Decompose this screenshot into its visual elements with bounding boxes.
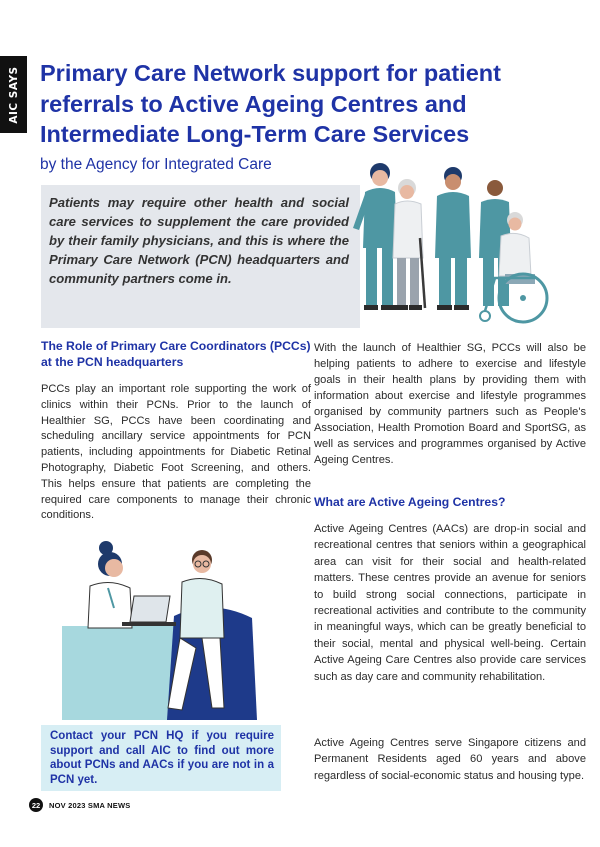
intro-text: Patients may require other health and social care services to supplement the care provided by their family physicians, and this is where the Primary Care Network (PCN) headquarters and community partners come in. xyxy=(49,195,349,286)
elderly-figure-cane xyxy=(393,179,425,310)
issue-label: NOV 2023 SMA NEWS xyxy=(49,800,131,810)
section2-body-1: Active Ageing Centres (AACs) are drop-in social and recreational centres that seniors within a geographical area can visit for their social and health-related matters. These centres provide an avenue for seniors to build strong social connections, participate in recreational activities and contribute to the community in meaningful ways, which can be greatly beneficial to their social, mental and physical well-being. Certain Active Ageing Care Centres also provide care services such as day care and community rehabilitation. xyxy=(314,523,586,683)
consultation-illustration xyxy=(62,538,262,720)
contact-callout xyxy=(41,725,281,791)
article-title: Primary Care Network support for patient referrals to Active Ageing Centres and Intermediate Long-Term Care Services xyxy=(40,60,501,147)
desk-shape xyxy=(62,626,182,720)
right-paragraph-1: With the launch of Healthier SG, PCCs will also be helping patients to adhere to exercise and lifestyle goals in their health plans by providing them with information about exercise and lifestyle programmes organised by community partners such as People's Association, Health Promotion Board and SportSG, as well as services and programmes organised by Active Ageing Centres. xyxy=(314,342,586,466)
section1-heading: The Role of Primary Care Coordinators (PCCs) at the PCN headquarters xyxy=(41,339,311,369)
caregiver-figure-2 xyxy=(435,167,471,310)
section-tab-label: AIC SAYS xyxy=(7,65,20,124)
section-tab xyxy=(0,56,27,133)
intro-callout xyxy=(41,185,360,328)
page-number: 22 xyxy=(29,798,43,812)
caregiver-figure-1 xyxy=(353,163,397,310)
care-team-illustration xyxy=(335,158,555,336)
section2-heading: What are Active Ageing Centres? xyxy=(314,495,506,509)
doctor-figure xyxy=(88,541,132,628)
article-byline: by the Agency for Integrated Care xyxy=(40,156,272,173)
contact-text: Contact your PCN HQ if you require support and call AIC to find out more about PCNs and AACs if you are not in a PCN yet. xyxy=(50,730,274,786)
section1-body: PCCs play an important role supporting the work of clinics within their PCNs. Prior to the launch of Healthier SG, PCCs have been coordinating and scheduling ancillary service appointments for PCN patients, including appointments for Diabetic Retinal Photography, Diabetic Foot Screening, and others. This helps ensure that patients are completing the required care components to manage their chronic conditions. xyxy=(41,383,311,522)
page-footer xyxy=(29,798,130,812)
section2-body-2: Active Ageing Centres serve Singapore citizens and Permanent Residents aged 60 years and above regardless of social-economic status and housing type. xyxy=(314,737,586,782)
